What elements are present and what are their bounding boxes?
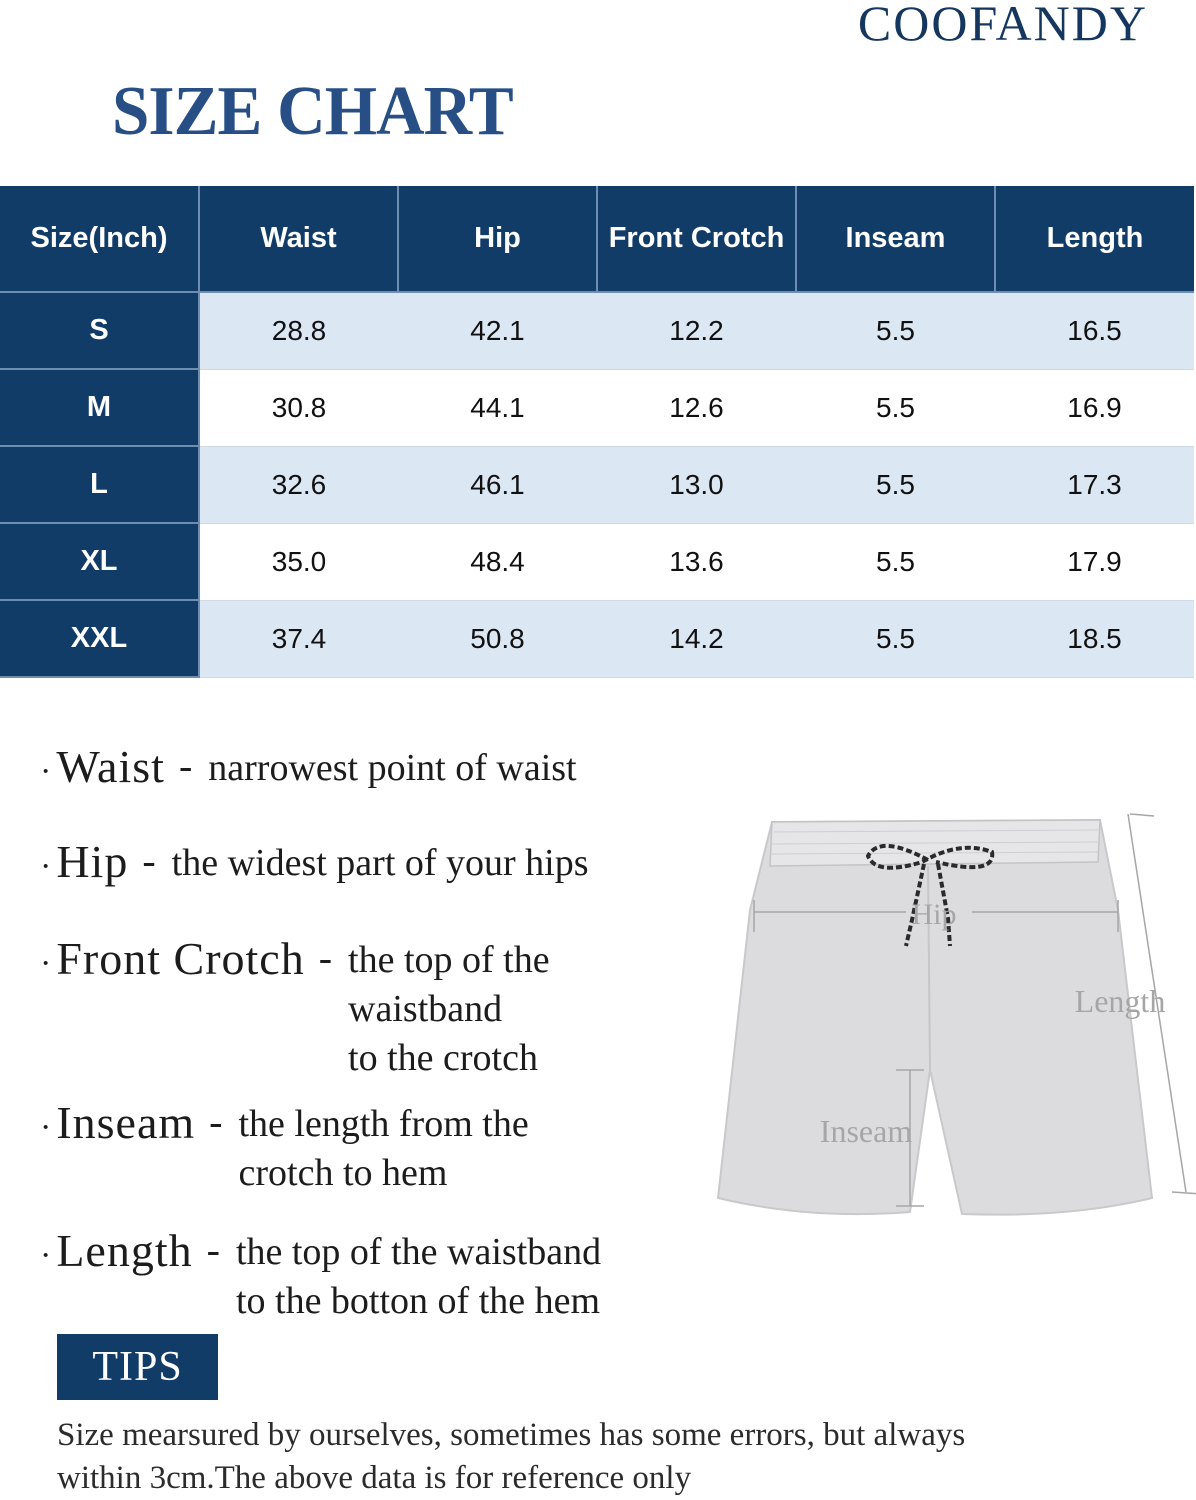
definition-line: to the crotch [348,1037,538,1079]
length-measure-label: Length [1074,983,1166,1019]
table-row [0,369,1194,446]
table-row [0,446,1194,523]
page-title: SIZE CHART [112,73,513,150]
tips-label: TIPS [57,1334,218,1400]
definition-front-crotch [40,932,550,1083]
length-cell: 16.5 [995,292,1194,369]
hip-cell: 50.8 [398,600,597,677]
definition-length [40,1224,601,1326]
table-row [0,292,1194,369]
size-cell: XL [0,523,199,600]
front-crotch-cell: 12.2 [597,292,796,369]
size-cell: XXL [0,600,199,677]
definition-line: the length from the [238,1103,529,1145]
header-front-crotch: Front Crotch [597,186,796,292]
hip-cell: 44.1 [398,369,597,446]
size-cell: M [0,369,199,446]
size-cell: L [0,446,199,523]
definition-description [239,1096,529,1198]
waist-cell: 28.8 [199,292,398,369]
table-row [0,600,1194,677]
inseam-cell: 5.5 [796,600,995,677]
front-crotch-cell: 13.6 [597,523,796,600]
definition-description [348,932,550,1083]
definition-line: the widest part of your hips [171,842,589,884]
tips-line: Size mearsured by ourselves, sometimes has some errors, but always [57,1417,966,1453]
definition-line: the top of the waistband [235,1231,602,1273]
hip-cell: 42.1 [398,292,597,369]
table-header-row [0,186,1194,292]
waist-cell: 32.6 [199,446,398,523]
definition-dash: - [209,1099,223,1144]
header-size: Size(Inch) [0,186,199,292]
waist-cell: 35.0 [199,523,398,600]
shorts-diagram [710,800,1196,1230]
definition-dash: - [142,838,156,883]
definition-line: the top of the [348,939,550,981]
waist-cell: 30.8 [199,369,398,446]
hip-cell: 46.1 [398,446,597,523]
definition-line: crotch to hem [238,1152,448,1194]
definition-inseam [40,1096,529,1198]
length-cell: 18.5 [995,600,1194,677]
tips-line: within 3cm.The above data is for reference only [57,1460,692,1496]
hip-cell: 48.4 [398,523,597,600]
waist-cell: 37.4 [199,600,398,677]
front-crotch-cell: 13.0 [597,446,796,523]
definition-term: · Front Crotch [40,932,305,985]
definition-dash: - [206,1227,220,1272]
definition-line: waistband [348,988,503,1030]
front-crotch-cell: 12.6 [597,369,796,446]
length-cell: 17.3 [995,446,1194,523]
table-row [0,523,1194,600]
definition-description [208,740,576,793]
inseam-measure-label: Inseam [819,1113,913,1149]
length-cell: 16.9 [995,369,1194,446]
inseam-cell: 5.5 [796,523,995,600]
header-inseam: Inseam [796,186,995,292]
inseam-cell: 5.5 [796,369,995,446]
definition-line: narrowest point of waist [208,747,577,789]
tips-text [57,1414,1157,1500]
definition-term: · Waist [40,740,165,793]
inseam-cell: 5.5 [796,446,995,523]
definition-dash: - [178,743,193,788]
definition-waist [40,740,577,793]
inseam-cell: 5.5 [796,292,995,369]
header-waist: Waist [199,186,398,292]
length-cell: 17.9 [995,523,1194,600]
size-cell: S [0,292,199,369]
brand-name: COOFANDY [857,0,1148,51]
definition-description [236,1224,601,1326]
definition-hip [40,835,589,888]
definition-term: · Hip [40,835,128,888]
header-hip: Hip [398,186,597,292]
definition-description [172,835,589,888]
hip-measure-label: Hip [911,898,957,931]
definition-term: · Length [40,1224,193,1277]
definition-line: to the botton of the hem [235,1280,601,1322]
header-length: Length [995,186,1194,292]
definition-dash: - [318,935,333,980]
front-crotch-cell: 14.2 [597,600,796,677]
definition-term: · Inseam [40,1096,195,1149]
size-table [0,186,1194,678]
